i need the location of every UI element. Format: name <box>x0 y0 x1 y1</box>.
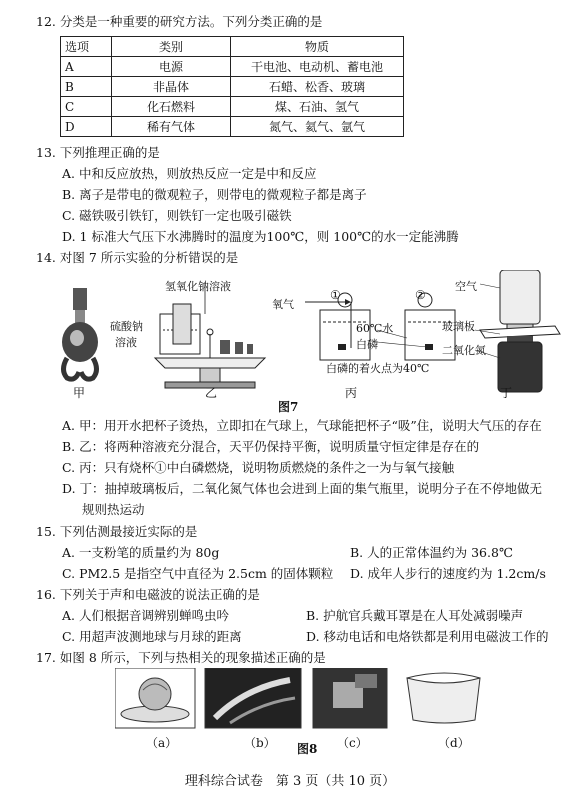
q15-option-c: C. PM2.5 是指空气中直径为 2.5cm 的固体颗粒 <box>62 566 334 581</box>
photo-d <box>400 668 485 728</box>
apparatus-jia <box>62 288 98 379</box>
label-beaker-2: ② <box>415 288 426 302</box>
q15-option-d: D. 成年人步行的速度约为 1.2cm/s <box>350 566 546 581</box>
table-row <box>61 57 404 77</box>
photo-b-label: （b） <box>244 736 276 750</box>
q16-stem: 16. 下列关于声和电磁波的说法正确的是 <box>36 587 260 602</box>
q13-option-b: B. 离子是带电的微观粒子，则带电的微观粒子都是离子 <box>62 187 367 202</box>
label-naoh: 氢氧化钠溶液 <box>165 280 231 293</box>
figure-7-caption: 图7 <box>278 400 299 414</box>
q13-option-c: C. 磁铁吸引铁钉，则铁钉一定也吸引磁铁 <box>62 208 292 223</box>
figure-8-caption: 图8 <box>297 742 318 756</box>
photo-b <box>205 668 301 728</box>
table-cell: 煤、石油、氢气 <box>231 97 404 117</box>
q15-option-b: B. 人的正常体温约为 36.8℃ <box>350 545 513 560</box>
table-row <box>61 77 404 97</box>
label-ignition-point: 白磷的着火点为40℃ <box>326 362 430 375</box>
q13-option-a: A. 中和反应放热，则放热反应一定是中和反应 <box>62 166 317 181</box>
label-sodium-line2: 溶液 <box>115 336 137 349</box>
q13-option-d: D. 1 标准大气压下水沸腾时的温度为100℃，则 100℃的水一定能沸腾 <box>62 229 459 244</box>
label-oxygen: 氧气 <box>272 298 294 311</box>
photo-c <box>313 668 387 728</box>
table-cell: 非晶体 <box>112 77 231 97</box>
q16-option-a: A. 人们根据音调辨别蝉鸣虫吟 <box>62 608 229 623</box>
page-footer: 理科综合试卷 第 3 页（共 10 页） <box>184 774 396 789</box>
q14-option-a: A. 甲：用开水把杯子烫热，立即扣在气球上，气球能把杯子“吸”住，说明大气压的存在 <box>62 418 542 433</box>
apparatus-yi <box>155 282 265 388</box>
label-jia: 甲 <box>73 386 86 400</box>
label-water: 60℃水 <box>356 322 394 335</box>
q16-option-c: C. 用超声波测地球与月球的距离 <box>62 629 242 644</box>
classification-table <box>60 36 404 137</box>
label-sodium-line1: 硫酸钠 <box>110 320 143 333</box>
table-cell: D <box>61 117 112 137</box>
table-cell: 化石燃料 <box>112 97 231 117</box>
q13-stem: 13. 下列推理正确的是 <box>36 145 160 160</box>
q14-stem: 14. 对图 7 所示实验的分析错误的是 <box>36 250 239 265</box>
figure-8 <box>115 668 575 730</box>
table-cell: C <box>61 97 112 117</box>
q17-stem: 17. 如图 8 所示，下列与热相关的现象描述正确的是 <box>36 650 326 665</box>
photo-d-label: （d） <box>438 736 470 750</box>
label-ding: 丁 <box>500 386 513 400</box>
label-no2: 二氧化氮 <box>442 344 486 357</box>
table-row <box>61 117 404 137</box>
table-cell: 氮气、氦气、氩气 <box>231 117 404 137</box>
q16-option-b: B. 护航官兵戴耳罩是在人耳处减弱噪声 <box>306 608 524 623</box>
table-cell: 稀有气体 <box>112 117 231 137</box>
table-cell: 石蜡、松香、玻璃 <box>231 77 404 97</box>
label-beaker-1: ① <box>330 288 341 302</box>
table-row <box>61 97 404 117</box>
q14-option-c: C. 丙：只有烧杯①中白磷燃烧，说明物质燃烧的条件之一为与氧气接触 <box>62 460 455 475</box>
header-option: 选项 <box>61 37 112 57</box>
q12-stem: 12. 分类是一种重要的研究方法。下列分类正确的是 <box>36 14 323 29</box>
q15-option-a: A. 一支粉笔的质量约为 80g <box>62 545 220 560</box>
label-bing: 丙 <box>345 386 358 400</box>
table-cell: B <box>61 77 112 97</box>
table-cell: 电源 <box>112 57 231 77</box>
label-air: 空气 <box>455 280 477 293</box>
label-white-phosphorus: 白磷 <box>356 338 378 351</box>
apparatus-ding <box>475 270 560 392</box>
table-cell: 干电池、电动机、蓄电池 <box>231 57 404 77</box>
header-category: 类别 <box>112 37 231 57</box>
q14-option-d: D. 丁：抽掉玻璃板后，二氧化氮气体也会进到上面的集气瓶里，说明分子在不停地做无 <box>62 481 543 496</box>
label-yi: 乙 <box>205 386 218 400</box>
table-header-row <box>61 37 404 57</box>
q16-option-d: D. 移动电话和电烙铁都是利用电磁波工作的 <box>306 629 549 644</box>
q14-option-d-cont: 规则热运动 <box>82 502 145 517</box>
photo-a <box>115 668 195 728</box>
table-cell: A <box>61 57 112 77</box>
photo-c-label: （c） <box>337 736 368 750</box>
q14-option-b: B. 乙：将两种溶液充分混合，天平仍保持平衡，说明质量守恒定律是存在的 <box>62 439 480 454</box>
label-glass-plate: 玻璃板 <box>442 320 475 333</box>
q15-stem: 15. 下列估测最接近实际的是 <box>36 524 198 539</box>
photo-a-label: （a） <box>146 736 178 750</box>
header-substance: 物质 <box>231 37 404 57</box>
